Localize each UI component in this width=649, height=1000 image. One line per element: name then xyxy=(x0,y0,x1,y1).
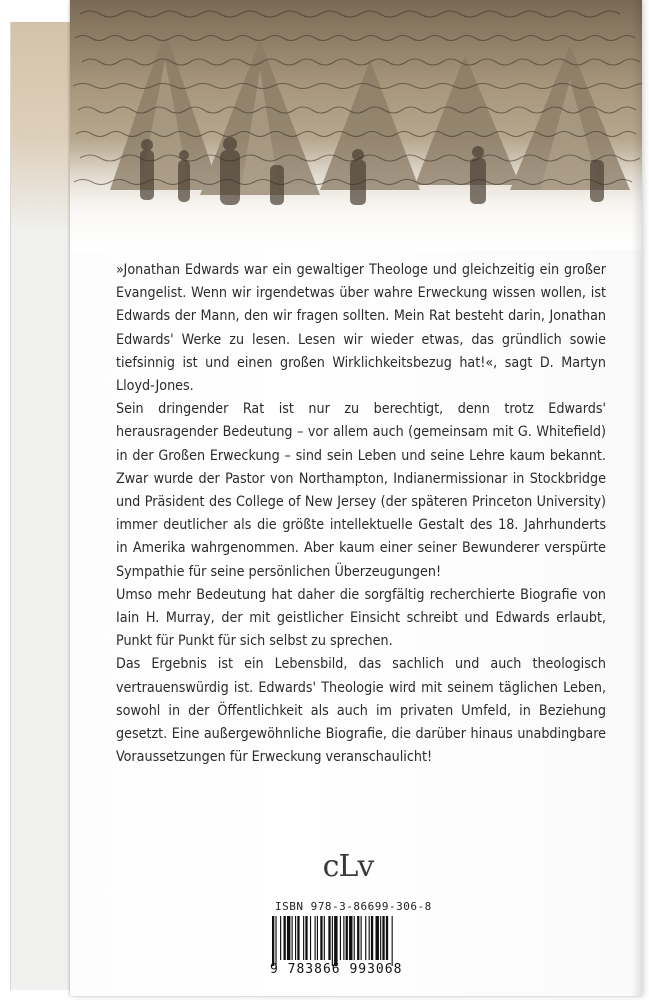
blurb-paragraph: Das Ergebnis ist ein Lebensbild, das sachlich und auch theologisch vertrauenswürdig ist. Edwards' Theologie wird mit seinem täglichen Leben, sowohl in der Öffentlichkeit als auch im privaten Umfeld, in Beziehung gesetzt. Eine außergewöhnliche Biografie, die darüber hinaus unabdingbare Voraussetzungen für Erweckung veranschaulicht! xyxy=(116,656,606,766)
blurb-paragraph: Sein dringender Rat ist nur zu berechtigt, denn trotz Edwards' herausragender Bedeutung – vor allem auch (gemeinsam mit G. Whitefield) in der Großen Erweckung – sind sein Leben und seine Lehre kaum bekannt. Zwar wurde der Pastor von Northampton, Indianermissionar in Stockbridge und Präsident des College of New Jersey (der späteren Princeton University) immer deutlicher als die größte intellektuelle Gestalt des 18. Jahrhunderts in Amerika wahrgenommen. Aber kaum einer seiner Bewunderer verspürte Sympathie für seine persönlichen Überzeugungen! xyxy=(116,401,606,580)
back-cover xyxy=(70,0,642,996)
publisher-logo xyxy=(319,846,377,886)
isbn-label: ISBN 978-3-86699-306-8 xyxy=(275,900,432,913)
barcode xyxy=(266,916,432,966)
barcode-digits: 9 783866 993068 xyxy=(270,962,403,977)
blurb-paragraph: »Jonathan Edwards war ein gewaltiger Theologe und gleichzeitig ein großer Evangelist. Wenn wir irgendetwas über wahre Erweckung wissen wollen, ist Edwards der Mann, den wir fragen sollten. Mein Rat besteht darin, Jonathan Edwards' Werke zu lesen. Lesen wir wieder etwas, das gründlich sowie tiefsinnig ist und einen großen Wirklichkeitsbezug hat!«, sagt D. Martyn Lloyd-Jones. xyxy=(116,262,606,395)
handwriting-tipi-photo xyxy=(70,0,642,250)
publisher-logo-text: cLv xyxy=(322,849,374,884)
header-photo-collage xyxy=(70,0,642,250)
blurb-text xyxy=(116,259,606,769)
blurb-paragraph: Umso mehr Bedeutung hat daher die sorgfältig recherchierte Biografie von Iain H. Murray, der mit geistlicher Einsicht schreibt und Edwards erlaubt, Punkt für Punkt für sich selbst zu sprechen. xyxy=(116,586,606,650)
